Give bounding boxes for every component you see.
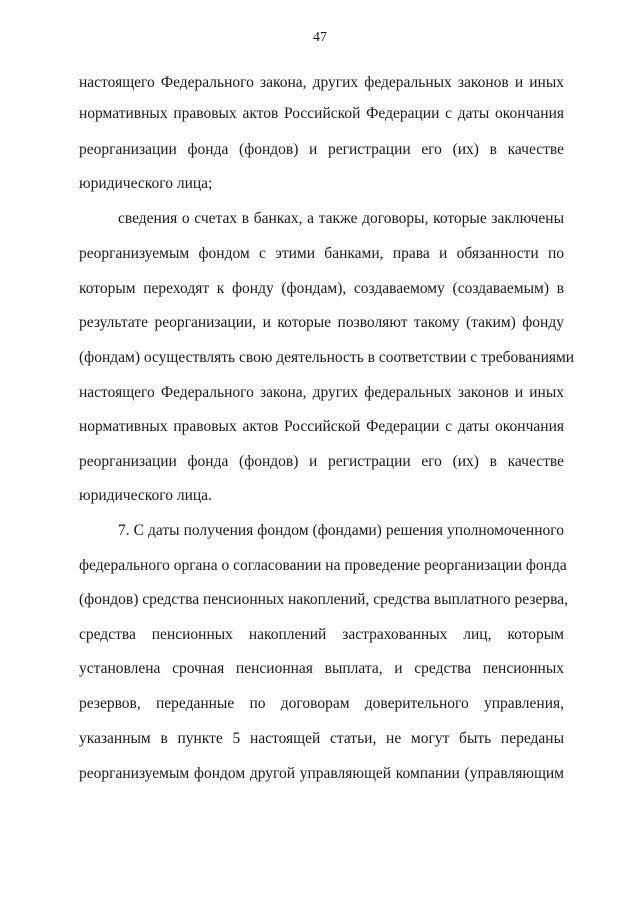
paragraph-3-line-5: установлена срочная пенсионная выплата, и средства пенсионных [79, 660, 564, 677]
paragraph-3-line-7: указанным в пункте 5 настоящей статьи, не могут быть переданы [79, 730, 564, 747]
paragraph-2-line-3: которым переходят к фонду (фондам), создаваемому (создаваемым) в [79, 280, 564, 297]
paragraph-3-line-2: федерального органа о согласовании на проведение реорганизации фонда [79, 557, 567, 574]
paragraph-3-line-8: реорганизуемым фондом другой управляющей компании (управляющим [79, 765, 564, 782]
paragraph-1-line-4: юридического лица; [79, 175, 213, 192]
paragraph-1-line-2: нормативных правовых актов Российской Федерации с даты окончания [79, 105, 564, 122]
paragraph-1-line-1: настоящего Федерального закона, других федеральных законов и иных [79, 74, 564, 91]
paragraph-3-line-1: 7. С даты получения фондом (фондами) решения уполномоченного [118, 522, 564, 539]
paragraph-1-line-3: реорганизации фонда (фондов) и регистрации его (их) в качестве [79, 141, 564, 158]
paragraph-2-line-7: нормативных правовых актов Российской Федерации с даты окончания [79, 418, 564, 435]
paragraph-3-line-3: (фондов) средства пенсионных накоплений, средства выплатного резерва, [79, 591, 568, 608]
paragraph-2-line-1: сведения о счетах в банках, а также договоры, которые заключены [118, 210, 564, 227]
paragraph-2-line-9: юридического лица. [79, 487, 212, 504]
paragraph-2-line-2: реорганизуемым фондом с этими банками, права и обязанности по [79, 245, 564, 262]
paragraph-2-line-6: настоящего Федерального закона, других федеральных законов и иных [79, 384, 564, 401]
paragraph-2-line-5: (фондам) осуществлять свою деятельность в соответствии с требованиями [79, 349, 575, 366]
paragraph-3-line-6: резервов, переданные по договорам доверительного управления, [79, 695, 564, 712]
page-number: 47 [313, 30, 327, 45]
paragraph-2-line-8: реорганизации фонда (фондов) и регистрации его (их) в качестве [79, 453, 564, 470]
paragraph-2-line-4: результате реорганизации, и которые позволяют такому (таким) фонду [79, 314, 564, 331]
paragraph-3-line-4: средства пенсионных накоплений застрахованных лиц, которым [79, 626, 564, 643]
